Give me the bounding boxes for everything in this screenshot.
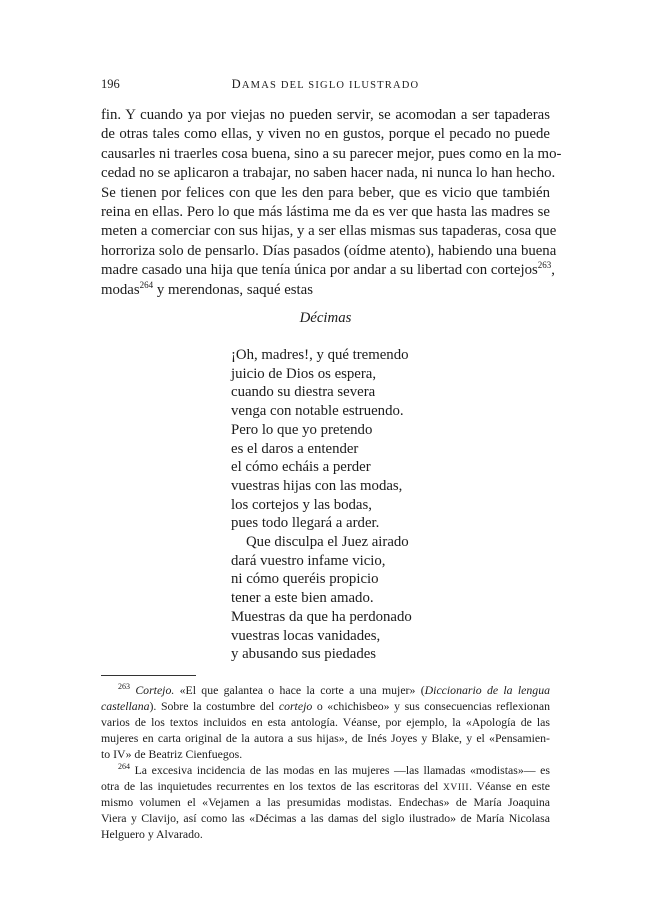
footnote-264: $^{264}$ La excesiva incidencia de las modas en las mujeres —las llamadas «modistas»— es [118, 762, 550, 777]
body-paragraph [101, 106, 562, 300]
body-line: horroriza solo de pensarlo. Días pasados (oídme atento), habiendo una buena [101, 242, 557, 259]
verse-line: es el daros a entender [231, 440, 359, 457]
verse-line: dará vuestro infame vicio, [231, 552, 386, 569]
verse-line: vuestras locas vanidades, [231, 627, 381, 644]
body-line: cedad no se aplicaron a trabajar, no saben hacer nada, ni nunca lo han hecho. [101, 165, 556, 182]
verse-block [231, 346, 412, 664]
body-line: reina en ellas. Pero lo que más lástima me da es ver que hasta las madres se [101, 203, 550, 220]
verse-line: cuando su diestra severa [231, 384, 376, 401]
footnote-line: to IV» de Beatriz Cienfuegos. [101, 747, 243, 761]
verse-line: ni cómo queréis propicio [231, 571, 379, 588]
verse-line: juicio de Dios os espera, [231, 365, 377, 382]
verse-line: ¡Oh, madres!, y qué tremendo [231, 347, 409, 363]
footnote-line: castellana). Sobre la costumbre del cortejo o «chichisbeo» y sus consecuencias reflexionan [101, 699, 550, 713]
footnote-line: mujeres en carta original de la autora a sus hijas», de Inés Joyes y Blake, y el «Pensamien- [101, 731, 550, 745]
verse-line: y abusando sus piedades [231, 646, 377, 663]
page-number: 196 [101, 77, 120, 91]
body-line: Se tienen por felices con que les den para beber, que es vicio que también [101, 184, 550, 201]
footnote-line: varios de los textos incluidos en esta antología. Véanse, por ejemplo, la «Apología de las [101, 715, 550, 729]
verse-line: Pero lo que yo pretendo [231, 421, 373, 438]
footnote-ref-264[interactable]: 264 [139, 279, 154, 290]
body-line: fin. Y cuando ya por viejas no pueden servir, se acomodan a ser tapaderas [101, 107, 550, 123]
footnote-line: mismo volumen el «Vejamen a las presumidas modistas. Endechas» de María Joaquina [101, 795, 550, 809]
verse-line: Que disculpa el Juez airado [246, 534, 409, 551]
verse-line: venga con notable estruendo. [231, 403, 404, 420]
footnote-line: Viera y Clavijo, así como las «Décimas a las damas del siglo ilustrado» de María Nicolasa [101, 811, 550, 825]
verse-line: pues todo llegará a arder. [231, 515, 380, 532]
verse-line: el cómo echáis a perder [231, 459, 371, 476]
body-line: meten a comerciar con sus hijas, y a ser ellas mismas sus tapaderas, cosa que [101, 223, 557, 240]
verse-title: Décimas [299, 310, 352, 326]
verse-line: los cortejos y las bodas, [231, 496, 372, 513]
verse-line: vuestras hijas con las modas, [231, 477, 403, 494]
running-title: DAMAS DEL SIGLO ILUSTRADO [231, 77, 420, 91]
verse-line: Muestras da que ha perdonado [231, 608, 412, 625]
page-header [101, 77, 550, 97]
body-line: causarles ni traerles cosa buena, sino a su parecer mejor, pues como en la mo- [101, 145, 562, 162]
footnote-ref-263[interactable]: 263 [537, 260, 552, 271]
verse-line: tener a este bien amado. [231, 590, 374, 607]
footnote-separator [101, 675, 196, 676]
footnotes [101, 682, 550, 842]
footnote-line: otra de las inquietudes recurrentes en los textos de las escritoras del XVIII. Véanse en este [101, 779, 550, 793]
footnote-263: $^{263}$ Cortejo. «El que galantea o hace la corte a una mujer» (Diccionario de la lengua [118, 682, 550, 697]
body-line: madre casado una hija que tenía única por andar a su libertad con cortejos$^{263}$, [101, 260, 555, 279]
body-line: modas$^{264}$ y merendonas, saqué estas [101, 279, 313, 298]
body-line: de otras tales como ellas, y viven no en gustos, porque el pecado no puede [101, 126, 550, 143]
footnote-line: Helguero y Alvarado. [101, 827, 203, 841]
